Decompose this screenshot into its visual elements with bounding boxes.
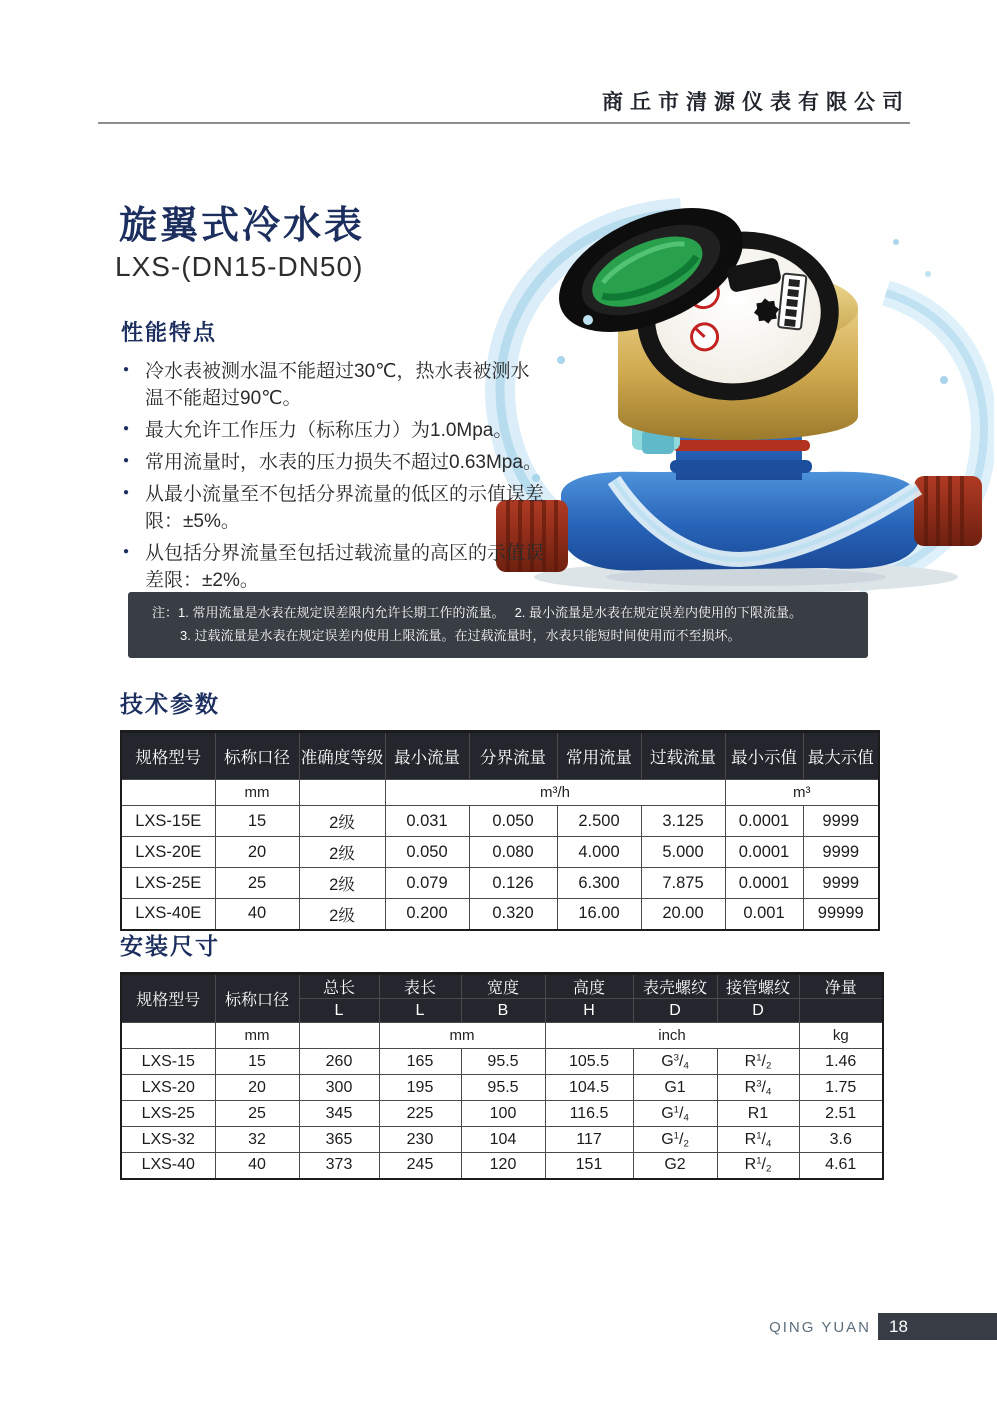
- cell: LXS-32: [121, 1127, 215, 1153]
- tech-units-row: [121, 780, 879, 806]
- tech-header-row: [121, 732, 879, 780]
- cell: 0.0001: [725, 868, 803, 899]
- unit-cell: m³: [725, 780, 879, 806]
- cell: 245: [379, 1153, 461, 1179]
- cell: $R^1/_2$: [717, 1049, 799, 1075]
- note-box: [128, 592, 868, 658]
- install-dims-heading: 安装尺寸: [120, 933, 220, 959]
- col-subheader: H: [545, 999, 633, 1023]
- col-subheader: D: [633, 999, 717, 1023]
- cell: 225: [379, 1101, 461, 1127]
- cell: 25: [215, 868, 299, 899]
- tech-params-table: [120, 730, 880, 931]
- cell: 20: [215, 837, 299, 868]
- table-row: [121, 1101, 883, 1127]
- feature-item: ● 常用流量时，水表的压力损失不超过0.63Mpa。: [121, 450, 545, 477]
- cell: LXS-40: [121, 1153, 215, 1179]
- unit-cell: inch: [545, 1023, 799, 1049]
- col-header: 高度: [545, 974, 633, 999]
- table-row: [121, 1049, 883, 1075]
- unit-cell: mm: [215, 780, 299, 806]
- col-subheader: [799, 999, 883, 1023]
- feature-item: ● 从最小流量至不包括分界流量的低区的示值误差限：±5%。: [121, 482, 545, 536]
- counter-window: [778, 273, 807, 329]
- cell: 9999: [803, 868, 879, 899]
- table-row: [121, 868, 879, 899]
- cell: 4.61: [799, 1153, 883, 1179]
- col-header: 表长: [379, 974, 461, 999]
- table-row: [121, 837, 879, 868]
- cell: 2级: [299, 806, 385, 837]
- note-line-1: 注：1. 常用流量是水表在规定误差限内允许长期工作的流量。 2. 最小流量是水表在规定误差内使用的下限流量。: [152, 605, 803, 620]
- col-header: 表壳螺纹: [633, 974, 717, 999]
- product-model: LXS-(DN15-DN50): [115, 251, 364, 282]
- cell: 365: [299, 1127, 379, 1153]
- cell: 20: [215, 1075, 299, 1101]
- cell: R1: [717, 1101, 799, 1127]
- cell: 0.050: [469, 806, 557, 837]
- cell: LXS-40E: [121, 899, 215, 930]
- cell: 0.126: [469, 868, 557, 899]
- cell: 4.000: [557, 837, 641, 868]
- cell: 2.51: [799, 1101, 883, 1127]
- footer-brand: QING YUAN: [769, 1319, 871, 1336]
- cell: G1: [633, 1075, 717, 1101]
- cell: LXS-25: [121, 1101, 215, 1127]
- cell: 16.00: [557, 899, 641, 930]
- cell: $R^3/_4$: [717, 1075, 799, 1101]
- cell: 117: [545, 1127, 633, 1153]
- tech-params-heading: 技术参数: [120, 691, 220, 717]
- col-header: 标称口径: [215, 732, 299, 780]
- col-subheader: B: [461, 999, 545, 1023]
- cell: 0.0001: [725, 806, 803, 837]
- unit-cell: [299, 780, 385, 806]
- cell: 0.001: [725, 899, 803, 930]
- cell: 15: [215, 806, 299, 837]
- cell: LXS-20E: [121, 837, 215, 868]
- unit-cell: [121, 1023, 215, 1049]
- col-header: 准确度等级: [299, 732, 385, 780]
- col-header: 净量: [799, 974, 883, 999]
- cell: 104: [461, 1127, 545, 1153]
- cell: 32: [215, 1127, 299, 1153]
- features-list: [121, 359, 545, 595]
- cell: 2.500: [557, 806, 641, 837]
- cell: 9999: [803, 806, 879, 837]
- cell: 105.5: [545, 1049, 633, 1075]
- cell: $G^1/_2$: [633, 1127, 717, 1153]
- cell: 2级: [299, 837, 385, 868]
- cell: 165: [379, 1049, 461, 1075]
- cell: 0.080: [469, 837, 557, 868]
- page-number-bar: [878, 1313, 997, 1340]
- table-row: [121, 899, 879, 930]
- col-header: 总长: [299, 974, 379, 999]
- thread-right: [914, 476, 982, 546]
- col-header: 最小示值: [725, 732, 803, 780]
- cell: 40: [215, 1153, 299, 1179]
- install-units-row: [121, 1023, 883, 1049]
- cell: 0.050: [385, 837, 469, 868]
- cell: LXS-25E: [121, 868, 215, 899]
- water-meter-photo: [466, 178, 994, 602]
- cell: LXS-15E: [121, 806, 215, 837]
- cell: 2级: [299, 899, 385, 930]
- cell: 104.5: [545, 1075, 633, 1101]
- cell: $G^3/_4$: [633, 1049, 717, 1075]
- unit-cell: mm: [215, 1023, 299, 1049]
- cell: 195: [379, 1075, 461, 1101]
- cell: $R^1/_4$: [717, 1127, 799, 1153]
- cell: LXS-15: [121, 1049, 215, 1075]
- unit-cell: kg: [799, 1023, 883, 1049]
- cell: 260: [299, 1049, 379, 1075]
- cell: 0.0001: [725, 837, 803, 868]
- table-row: [121, 1127, 883, 1153]
- cell: 0.031: [385, 806, 469, 837]
- cell: 20.00: [641, 899, 725, 930]
- col-header: 最大示值: [803, 732, 879, 780]
- col-subheader: D: [717, 999, 799, 1023]
- cell: 2级: [299, 868, 385, 899]
- cell: 230: [379, 1127, 461, 1153]
- cell: 15: [215, 1049, 299, 1075]
- col-subheader: L: [299, 999, 379, 1023]
- col-header: 规格型号: [121, 974, 215, 1023]
- feature-item: ● 最大允许工作压力（标称压力）为1.0Mpa。: [121, 418, 545, 445]
- feature-item: ● 冷水表被测水温不能超过30℃，热水表被测水温不能超过90℃。: [121, 359, 545, 413]
- unit-cell: [299, 1023, 379, 1049]
- cell: 5.000: [641, 837, 725, 868]
- cell: 95.5: [461, 1049, 545, 1075]
- header-divider: [98, 122, 910, 124]
- cell: 300: [299, 1075, 379, 1101]
- features-heading: 性能特点: [121, 320, 218, 345]
- feature-item: ● 从包括分界流量至包括过载流量的高区的示值误差限：±2%。: [121, 541, 545, 595]
- company-name: 商丘市清源仪表有限公司: [602, 91, 910, 114]
- note-line-2: 3. 过载流量是水表在规定误差内使用上限流量。在过载流量时，水表只能短时间使用而不至损坏。: [180, 627, 741, 643]
- table-row: [121, 806, 879, 837]
- cell: 0.320: [469, 899, 557, 930]
- install-dims-section: [120, 928, 884, 1180]
- col-header: 规格型号: [121, 732, 215, 780]
- cell: $G^1/_4$: [633, 1101, 717, 1127]
- cell: 25: [215, 1101, 299, 1127]
- cell: 1.75: [799, 1075, 883, 1101]
- cell: 100: [461, 1101, 545, 1127]
- cell: 9999: [803, 837, 879, 868]
- features-section: [121, 316, 545, 600]
- unit-cell: m³/h: [385, 780, 725, 806]
- cell: $R^1/_2$: [717, 1153, 799, 1179]
- install-header-row-1: [121, 974, 883, 999]
- cell: 345: [299, 1101, 379, 1127]
- table-row: [121, 1153, 883, 1179]
- cell: 99999: [803, 899, 879, 930]
- cell: 151: [545, 1153, 633, 1179]
- cell: 373: [299, 1153, 379, 1179]
- col-header: 过载流量: [641, 732, 725, 780]
- page-number: 18: [889, 1317, 908, 1336]
- cell: LXS-20: [121, 1075, 215, 1101]
- install-dims-table: [120, 972, 884, 1180]
- cell: 3.125: [641, 806, 725, 837]
- col-header: 常用流量: [557, 732, 641, 780]
- cell: 40: [215, 899, 299, 930]
- cell: G2: [633, 1153, 717, 1179]
- unit-cell: mm: [379, 1023, 545, 1049]
- cell: 116.5: [545, 1101, 633, 1127]
- cell: 120: [461, 1153, 545, 1179]
- col-header: 接管螺纹: [717, 974, 799, 999]
- unit-cell: [121, 780, 215, 806]
- tech-params-section: [120, 686, 880, 931]
- col-header: 宽度: [461, 974, 545, 999]
- cell: 95.5: [461, 1075, 545, 1101]
- cell: 3.6: [799, 1127, 883, 1153]
- cell: 1.46: [799, 1049, 883, 1075]
- cell: 6.300: [557, 868, 641, 899]
- col-subheader: L: [379, 999, 461, 1023]
- col-header: 分界流量: [469, 732, 557, 780]
- cell: 0.200: [385, 899, 469, 930]
- col-header: 标称口径: [215, 974, 299, 1023]
- col-header: 最小流量: [385, 732, 469, 780]
- page-title: 旋翼式冷水表: [119, 205, 366, 247]
- cell: 0.079: [385, 868, 469, 899]
- table-row: [121, 1075, 883, 1101]
- cell: 7.875: [641, 868, 725, 899]
